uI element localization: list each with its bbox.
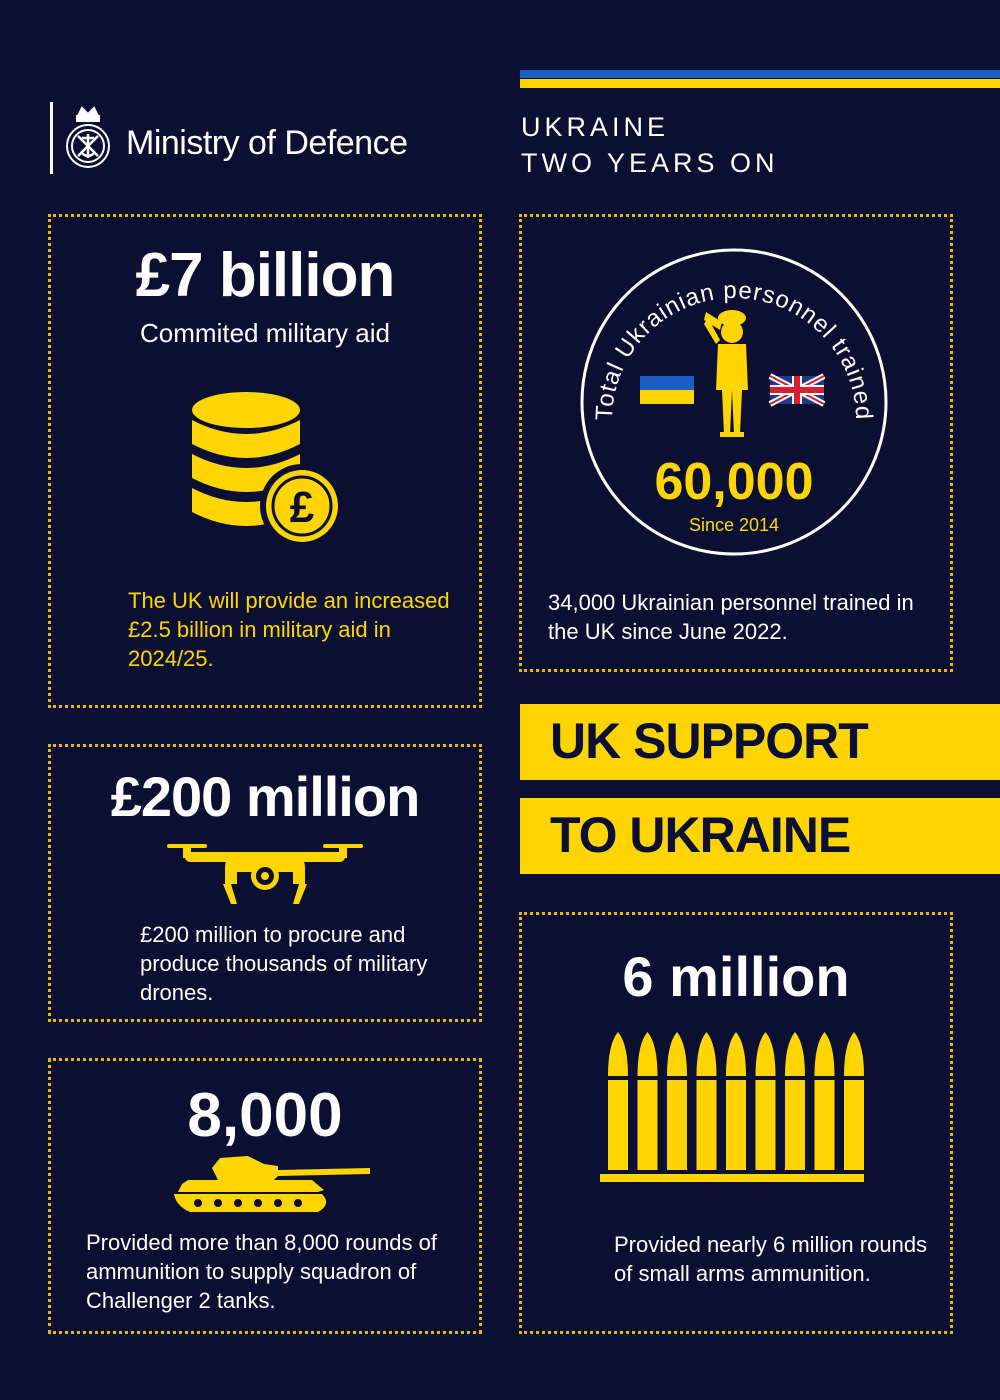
drones-detail: £200 million to procure and produce thousands of military drones. bbox=[140, 922, 428, 1005]
tank-icon bbox=[168, 1150, 374, 1220]
training-since: Since 2014 bbox=[688, 515, 780, 535]
bullet-icon bbox=[785, 1032, 805, 1170]
bullet-base bbox=[600, 1174, 864, 1182]
banner-line1: UK SUPPORT bbox=[550, 713, 868, 769]
header-divider bbox=[50, 102, 53, 174]
small-arms-headline: 6 million bbox=[622, 945, 850, 1008]
tank-ammo-detail: Provided more than 8,000 rounds of ammunition to supply squadron of Challenger 2 tanks. bbox=[86, 1230, 438, 1313]
military-aid-headline: £7 billion bbox=[135, 241, 395, 310]
saluting-soldier-icon bbox=[704, 310, 748, 437]
org-name: Ministry of Defence bbox=[126, 124, 408, 162]
bullet-icon bbox=[638, 1032, 658, 1170]
training-total: 60,000 bbox=[654, 453, 814, 511]
military-aid-caption: Commited military aid bbox=[140, 318, 390, 348]
subtitle-line1: UKRAINE bbox=[521, 112, 670, 142]
svg-text:£: £ bbox=[289, 483, 315, 532]
mod-crest-icon bbox=[62, 102, 114, 172]
bullet-icon bbox=[697, 1032, 717, 1170]
circle-label: Total Ukrainian personnel trained bbox=[590, 276, 878, 421]
training-detail: 34,000 Ukrainian personnel trained in the UK since June 2022. bbox=[548, 590, 914, 644]
bullet-icon bbox=[756, 1032, 776, 1170]
flag-stripe-yellow bbox=[520, 79, 1000, 88]
pound-coins-icon bbox=[186, 390, 346, 550]
bullets-icon bbox=[600, 1030, 864, 1184]
bullet-icon bbox=[815, 1032, 835, 1170]
drones-headline: £200 million bbox=[110, 765, 420, 828]
union-jack-icon bbox=[770, 376, 824, 404]
banner-line2: TO UKRAINE bbox=[550, 807, 851, 863]
military-aid-detail: The UK will provide an increased £2.5 billion in military aid in 2024/25. bbox=[128, 588, 450, 671]
ukraine-flag-icon bbox=[640, 376, 694, 404]
flag-stripe-blue bbox=[520, 70, 1000, 78]
bullet-icon bbox=[844, 1032, 864, 1170]
bullet-icon bbox=[726, 1032, 746, 1170]
bullet-icon bbox=[667, 1032, 687, 1170]
subtitle-line2: TWO YEARS ON bbox=[521, 148, 779, 178]
tank-ammo-headline: 8,000 bbox=[187, 1081, 343, 1150]
drone-icon bbox=[165, 838, 365, 908]
small-arms-detail: Provided nearly 6 million rounds of small arms ammunition. bbox=[614, 1232, 928, 1286]
bullet-icon bbox=[608, 1032, 628, 1170]
